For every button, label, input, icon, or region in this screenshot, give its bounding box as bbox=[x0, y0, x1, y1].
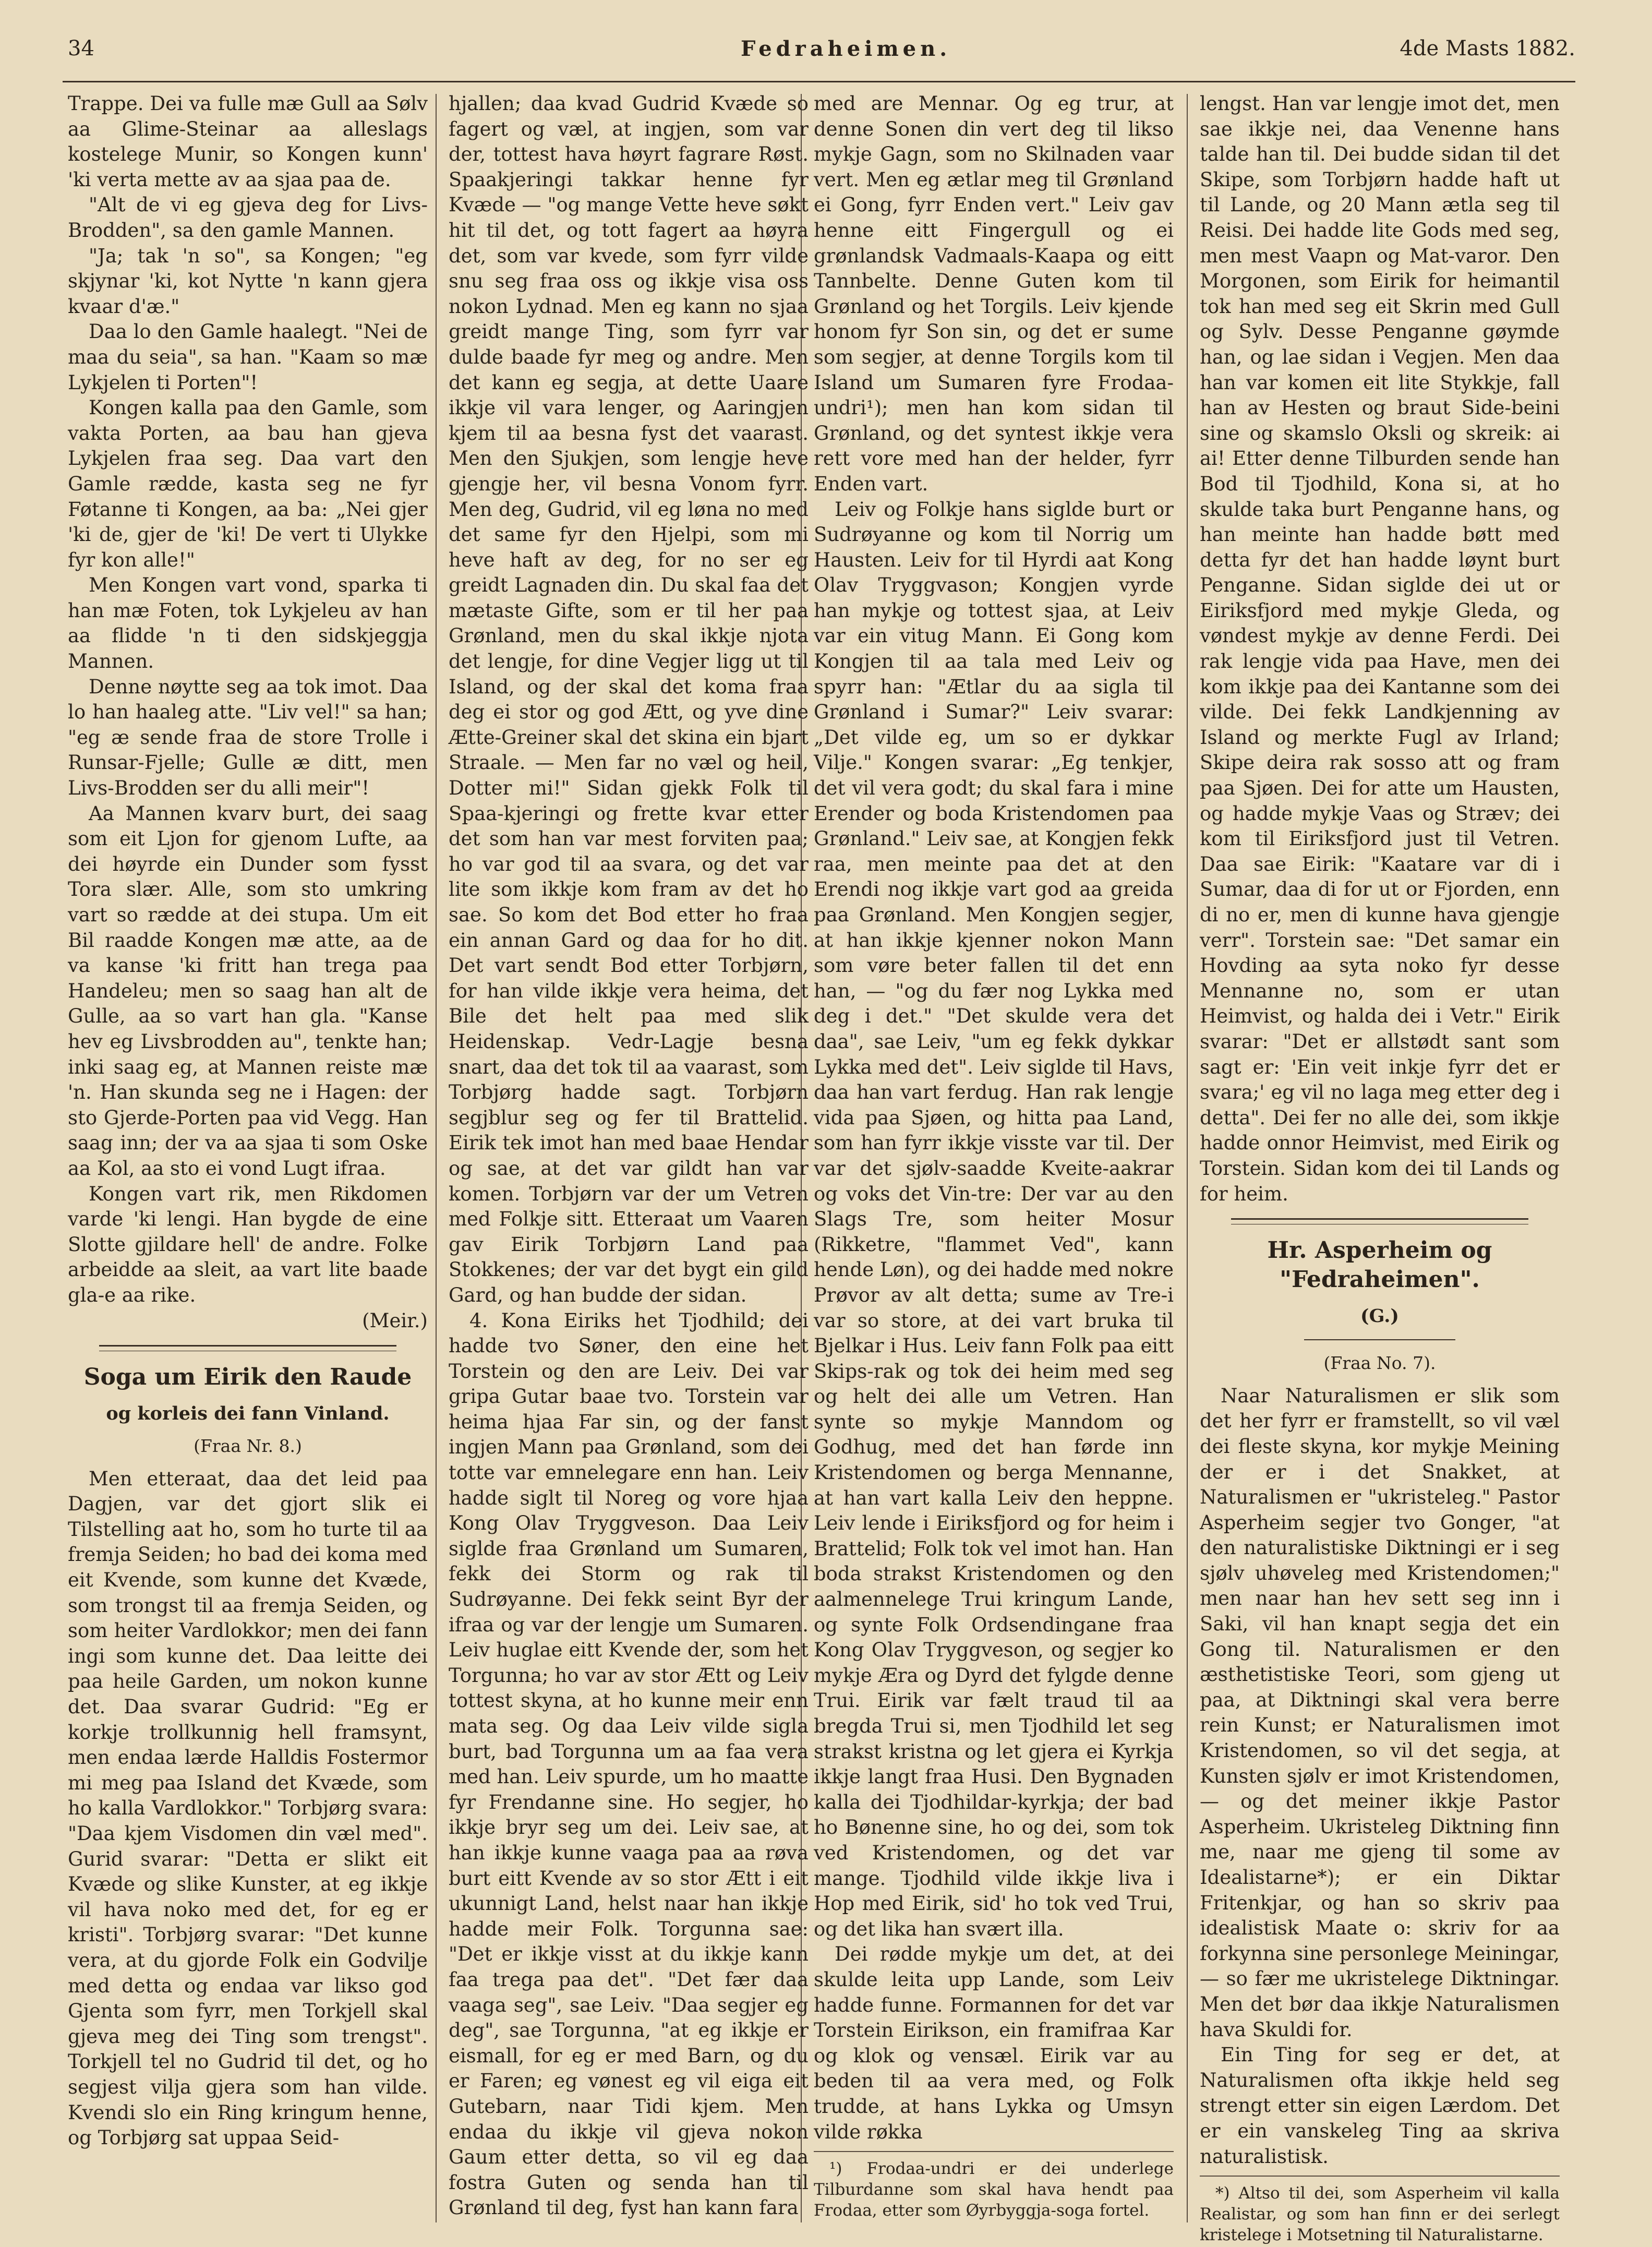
paragraph: Men Kongen vart vond, sparka ti han mæ Foten, tok Lykjeleu av han aa flidde 'n ti den sidskjeggja Mannen. bbox=[68, 574, 428, 673]
continued-from: (Fraa No. 7). bbox=[1323, 1353, 1436, 1374]
article-title: Soga um Eirik den Raude bbox=[83, 1364, 412, 1391]
footnote bbox=[814, 2151, 1174, 2221]
page-header bbox=[63, 31, 1575, 73]
column-2 bbox=[449, 91, 809, 2220]
article-separator bbox=[99, 1345, 396, 1351]
paragraph: med are Mennar. Og eg trur, at denne Sonen din vert deg til likso mykje Gagn, som no Skilnaden vaar vert. Men eg ætlar meg til Grønland ei Gong, fyrr Enden vert." Leiv gav henne eitt Fingergull og ei grønlandsk Vadmaals-Kaapa og eitt Tannbelte. Denne Guten kom til Grønland og het Torgils. Leiv kjende honom fyr Son sin, og det er sume som segjer, at denne Torgils kom til Island um Sumaren fyre Frodaa-undri¹); men han kom sidan til Grønland, og det syntest ikkje vera rett vore med han der helder, fyrr Enden vart. bbox=[814, 92, 1174, 495]
paragraph: Ein Ting for seg er det, at Naturalismen ofta ikkje held seg strengt etter sin eigen Lærdom. Det er ein vanskeleg Ting aa skriva naturalistisk. bbox=[1200, 2044, 1560, 2168]
paragraph: 4. Kona Eiriks het Tjodhild; dei hadde tvo Søner, den eine het Torstein og den are Leiv. Dei var gripa Gutar baae tvo. Torstein var heima hjaa Far sin, og der fanst ingjen Mann paa Grønland, som dei totte var emnelegare enn han. Leiv hadde siglt til Noreg og vore hjaa Kong Olav Tryggveson. Daa Leiv siglde fraa Grønland um Sumaren, fekk dei Storm og rak til Sudrøyanne. Dei fekk seint Byr der ifraa og var der lengje um Sumaren. Leiv huglae eitt Kvende der, som het Torgunna; ho var av stor Ætt og Leiv tottest skyna, at ho kunne meir enn mata seg. Og daa Leiv vilde sigla burt, bad Torgunna um aa faa vera med han. Leiv spurde, um ho maatte fyr Frendanne sine. Ho segjer, ho ikkje bryr seg um dei. Leiv sae, at han ikkje kunne vaaga paa aa røva burt eitt Kvende av so stor Ætt i eit ukunnigt Land, helst naar han ikkje hadde meir Folk. Torgunna sae: "Det er ikkje visst at du ikkje kann faa trega paa det". "Det fær daa vaaga seg", sae Leiv. "Daa segjer eg deg", sae Torgunna, "at eg ikkje er eismall, for eg er med Barn, og du er Faren; eg vønest eg vil eiga eit Gutebarn, naar Tidi kjem. Men endaa du ikkje vil gjeva nokon Gaum etter detta, so vil eg daa fostra Guten og senda han til Grønland til deg, fyst han kann fara bbox=[449, 1309, 809, 2219]
footnote bbox=[1200, 2176, 1560, 2245]
paragraph: Trappe. Dei va fulle mæ Gull aa Sølv aa Glime-Steinar aa alleslags kostelege Munir, so Kongen kunn' 'ki verta mette av aa sjaa paa de. bbox=[68, 92, 428, 191]
column-1 bbox=[68, 91, 428, 2220]
article-author: (G.) bbox=[1360, 1305, 1399, 1327]
paragraph: Leiv og Folkje hans siglde burt or Sudrøyanne og kom til Norrig um Hausten. Leiv for til Hyrdi aat Kong Olav Tryggvason; Kongjen vyrde han mykje og tottest sjaa, at Leiv var ein vitug Mann. Ei Gong kom Kongjen til aa tala med Leiv og spyrr han: "Ætlar du aa sigla til Grønland i Sumar?" Leiv svarar: „Det vilde eg, um so er dykkar Vilje." Kongen svarar: „Eg tenkjer, det vil vera godt; du skal fara i mine Erender og boda Kristendomen paa Grønland." Leiv sae, at Kongjen fekk raa, men meinte paa det at den Erendi nog ikkje vart god aa greida paa Grønland. Men Kongjen segjer, at han ikkje kjenner nokon Mann som vøre beter fallen til det enn han, — "og du fær nog Lykka med deg i det." "Det skulde vera det daa", sae Leiv, "um eg fekk dykkar Lykka med det". Leiv siglde til Havs, daa han vart ferdug. Han rak lengje vida paa Sjøen, og hitta paa Land, som han fyrr ikkje visste var til. Der var det sjølv-saadde Kveite-aakrar og voks det Vin-tre: Der var au den Slags Tre, som heiter Mosur (Rikketre, "flammet Ved", kann hende Løn), og dei hadde med nokre Prøvor av alt detta; sume av Tre-i var so store, at dei vart bruka til Bjelkar i Hus. Leiv fann Folk paa eitt Skips-rak og tok dei heim med seg og helt dei alle um Vetren. Han synte so mykje Manndom og Godhug, med det han førde inn Kristendomen og berga Mennanne, at han vart kalla Leiv den heppne. Leiv lende i Eiriksfjord og for heim i Brattelid; Folk tok vel imot han. Han boda strakst Kristendomen og den aalmennelege Trui kringum Lande, og synte Folk Ordsendingane fraa Kong Olav Tryggveson, og segjer ko mykje Æra og Dyrd det fylgde denne Trui. Eirik var fælt traud til aa bregda Trui si, men Tjodhild let seg strakst kristna og let gjera ei Kyrkja ikkje langt fraa Husi. Den Bygnaden kalla dei Tjodhildar-kyrkja; der bad ho Bønenne sine, ho og dei, som tok ved Kristendomen, og det var mange. Tjodhild vilde ikkje liva i Hop med Eirik, sid' ho tok ved Trui, og det lika han svært illa. bbox=[814, 498, 1174, 1940]
article-subtitle: og korleis dei fann Vinland. bbox=[106, 1403, 390, 1425]
page-number: 34 bbox=[68, 37, 94, 61]
footnote-text: ¹) Frodaa-undri er dei underlege Tilburdanne som skal hava hendt paa Frodaa, etter som Øyrbyggja-soga fortel. bbox=[814, 2159, 1174, 2220]
paragraph: Kongen vart rik, men Rikdomen varde 'ki lengi. Han bygde de eine Slotte gjildare hell' de andre. Folke arbeidde aa sleit, aa vart lite baade gla-e aa rike. bbox=[68, 1182, 428, 1306]
continued-from: (Fraa Nr. 8.) bbox=[194, 1436, 302, 1457]
paragraph: lengst. Han var lengje imot det, men sae ikkje nei, daa Venenne hans talde han til. Dei budde sidan til det Skipe, som Torbjørn hadde haft ut til Lande, og 20 Mann ætla seg til Reisi. Dei hadde lite Gods med seg, men mest Vaapn og Mat-varor. Den Morgonen, som Eirik for heimantil tok han med seg eit Skrin med Gull og Sylv. Desse Penganne gøymde han, og lae sidan i Vegjen. Men daa han var komen eit lite Stykkje, fall han av Hesten og braut Side-beini sine og skamslo Oksli og skreik: ai ai! Etter denne Tilburden sende han Bod til Tjodhild, Kona si, at ho skulde taka burt Penganne hans, og han meinte han hadde bøtt med detta fyr det han hadde løynt burt Penganne. Sidan siglde dei ut or Eiriksfjord med mykje Gleda, og vøndest mykje av denne Ferdi. Dei rak lengje vida paa Have, men dei kom ikkje paa dei Kantanne som dei vilde. Dei fekk Landkjenning av Island og merkte Fugl av Irland; Skipe deira rak sosso att og fram paa Sjøen. Dei for atte um Hausten, og hadde mykje Vaas og Stræv; dei kom til Eiriksfjord just til Vetren. Daa sae Eirik: "Kaatare var di i Sumar, daa di for ut or Fjorden, enn di no er, men di kunne hava gjengje verr". Torstein sae: "Det samar ein Hovding aa syta noko fyr desse Mennanne no, som er utan Heimvist, og halda dei i Vetr." Eirik svarar: "Det er allstødt sant som sagt er: 'Ein veit inkje fyrr det er svara;' eg vil no laga meg etter deg i detta". Dei fer no alle dei, som ikkje hadde onnor Heimvist, med Eirik og Torstein. Sidan kom dei til Lands og for heim. bbox=[1200, 92, 1560, 1205]
title-rule bbox=[1304, 1339, 1455, 1340]
paragraph: Daa lo den Gamle haalegt. "Nei de maa du seia", sa han. "Kaam so mæ Lykjelen ti Porten"! bbox=[68, 320, 428, 394]
paragraph: "Ja; tak 'n so", sa Kongen; "eg skjynar 'ki, kot Nytte 'n kann gjera kvaar d'æ." bbox=[68, 244, 428, 318]
article-separator bbox=[1231, 1218, 1528, 1224]
column-divider bbox=[1187, 94, 1188, 2222]
column-4 bbox=[1200, 91, 1560, 2245]
newspaper-title: Fedraheimen. bbox=[741, 37, 951, 61]
paragraph: "Alt de vi eg gjeva deg for Livs-Brodden", sa den gamle Mannen. bbox=[68, 194, 428, 242]
paragraph: Denne nøytte seg aa tok imot. Daa lo han haaleg atte. "Liv vel!" sa han; "eg æ sende fraa de store Trolle i Runsar-Fjelle; Gulle æ ditt, men Livs-Brodden ser du alli meir"! bbox=[68, 675, 428, 800]
paragraph: Aa Mannen kvarv burt, dei saag som eit Ljon for gjenom Lufte, aa dei høyrde ein Dunder som fysst Tora slær. Alle, som sto umkring vart so rædde at dei stupa. Um eit Bil raadde Kongen mæ atte, aa de va kanse 'ki fritt han trega paa Handeleu; men so saag han alt de Gulle, aa so vart han gla. "Kanse hev eg Livsbrodden au", tenkte han; inki saag eg, at Mannen reiste mæ 'n. Han skunda seg ne i Hagen: der sto Gjerde-Porten paa vid Vegg. Han saag inn; der va aa sjaa ti som Oske aa Kol, aa sto ei vond Lugt ifraa. bbox=[68, 802, 428, 1180]
footnote-text: *) Altso til dei, som Asperheim vil kalla Realistar, og som han finn er dei serlegt kristelege i Motsetning til Naturalistarne. bbox=[1200, 2184, 1560, 2245]
issue-date: 4de Masts 1882. bbox=[1400, 37, 1575, 61]
paragraph: hjallen; daa kvad Gudrid Kvæde so fagert og væl, at ingjen, som var der, tottest hava høyrt fagrare Røst. Spaakjeringi takkar henne fyr Kvæde — "og mange Vette heve søkt hit til det, og tott fagert aa høyra det, som var kvede, som fyrr vilde snu seg fraa oss og ikkje visa oss nokon Lydnad. Men eg kann no sjaa greidt mange Ting, som fyrr var dulde baade fyr meg og andre. Men det kann eg segja, at dette Uaare ikkje vil vara lenger, og Aaringjen kjem til aa besna fyst det vaarast. Men den Sjukjen, som lengje heve gjengje her, vil besna Vonom fyrr. Men deg, Gudrid, vil eg løna no med det same fyr den Hjelpi, som mi heve haft av deg, for no ser eg greidt Lagnaden din. Du skal faa det mætaste Gifte, som er til her paa Grønland, men du skal ikkje njota det lengje, for dine Vegjer ligg ut til Island, og der skal det koma fraa deg ei stor og god Ætt, og yve dine Ætte-Greiner skal det skina ein bjart Straale. — Men far no væl og heil, Dotter mi!" Sidan gjekk Folk til Spaa-kjeringi og frette kvar etter det som han var mest forviten paa; ho var god til aa svara, og det var lite som ikkje kom fram av det ho sae. So kom det Bod etter ho fraa ein annan Gard og daa for ho dit. Det vart sendt Bod etter Torbjørn, for han vilde ikkje vera heima, det Bile det helt paa med slik Heidenskap. Vedr-Lagje besna snart, daa det tok til aa vaarast, som Torbjørg hadde sagt. Torbjørn segjblur seg og fer til Brattelid. Eirik tek imot han med baae Hendar og sae, at det var gildt han var komen. Torbjørn var der um Vetren med Folkje sitt. Etteraat um Vaaren gav Eirik Torbjørn Land paa Stokkenes; der var det bygt ein gild Gard, og han budde der sidan. bbox=[449, 92, 809, 1306]
header-rule bbox=[63, 81, 1575, 82]
paragraph: Men etteraat, daa det leid paa Dagjen, var det gjort slik ei Tilstelling aat ho, som ho turte til aa fremja Seiden; ho bad dei koma med eit Kvende, som kunne det Kvæde, som trongst til aa fremja Seiden, og som heiter Vardlokkor; men dei fann ingi som kunne det. Daa leitte dei paa heile Garden, um nokon kunne det. Daa svarar Gudrid: "Eg er korkje trollkunnig hell framsynt, men endaa lærde Halldis Fostermor mi meg paa Island det Kvæde, som ho kalla Vardlokkor." Torbjørg svara: "Daa kjem Visdomen din væl med". Gurid svarar: "Detta er slikt eit Kvæde og slike Kunster, at eg ikkje vil hava noko med det, for eg er kristi". Torbjørg svarar: "Det kunne vera, at du gjorde Folk ein Godvilje med detta og endaa var likso god Gjenta som fyrr, men Torkjell skal gjeva meg dei Ting som trengst". Torkjell tel no Gudrid til det, og ho segjest vilja gjera som han vilde. Kvendi slo ein Ring kringum henne, og Torbjørg sat uppaa Seid- bbox=[68, 1467, 428, 2149]
paragraph: Naar Naturalismen er slik som det her fyrr er framstellt, so vil væl dei fleste skyna, kor mykje Meining der er i det Snakket, at Naturalismen er "ukristeleg." Pastor Asperheim segjer tvo Gonger, "at den naturalistiske Diktningi er i seg sjølv uhøveleg med Kristendomen;" men naar han hev sett seg inn i Saki, vil han knapt segja det ein Gong til. Naturalismen er den æsthetistiske Teori, som gjeng ut paa, at Diktningi skal vera berre rein Kunst; er Naturalismen imot Kristendomen, so vil det segja, at Kunsten sjølv er imot Kristendomen, — og det meiner ikkje Pastor Asperheim. Ukristeleg Diktning finn me, naar me gjeng til some av Idealistarne*); er ein Diktar Fritenkjar, og han so skriv paa idealistisk Maate o: skriv for aa forkynna sine personlege Meiningar, — so fær me ukristelege Diktningar. Men det bør daa ikkje Naturalismen hava Skuldi for. bbox=[1200, 1384, 1560, 2041]
column-3 bbox=[814, 91, 1174, 2220]
to-be-continued: (Meir.) bbox=[362, 1309, 428, 1332]
column-divider bbox=[436, 94, 437, 2222]
paragraph: Dei rødde mykje um det, at dei skulde leita upp Lande, som Leiv hadde funne. Formannen for det var Torstein Eirikson, ein framifraa Kar og klok og vensæl. Eirik var au beden til aa vera med, og Folk trudde, at hans Lykka og Umsyn vilde røkka bbox=[814, 1943, 1174, 2143]
paragraph: Kongen kalla paa den Gamle, som vakta Porten, aa bau han gjeva Lykjelen fraa seg. Daa vart den Gamle rædde, kasta seg ne fyr Føtanne ti Kongen, aa ba: „Nei gjer 'ki de, gjer de 'ki! De vert ti Ulykke fyr kon alle!" bbox=[68, 396, 428, 571]
article-title: Hr. Asperheim og "Fedraheimen". bbox=[1267, 1237, 1492, 1293]
